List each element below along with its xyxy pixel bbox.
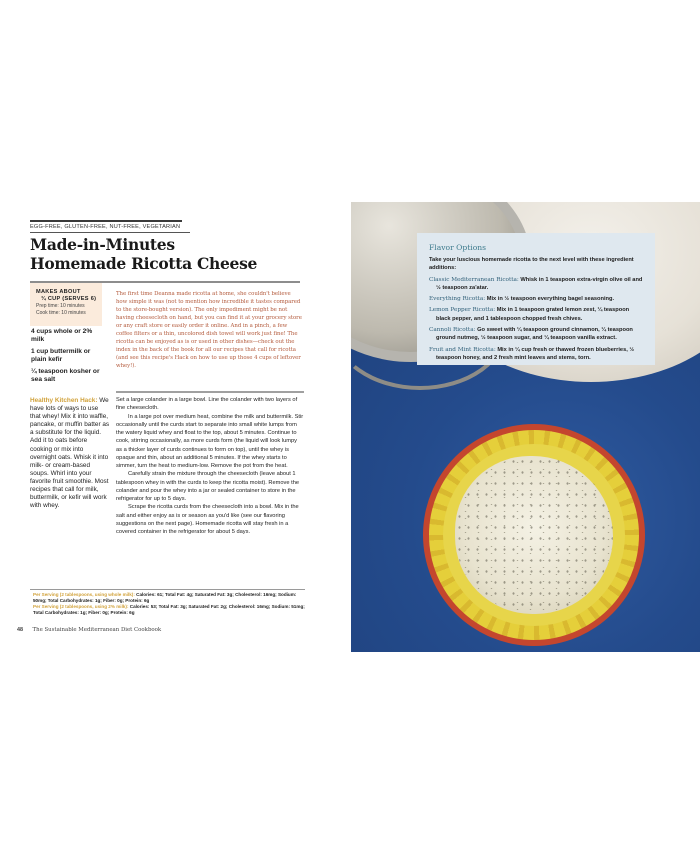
black-pepper-flecks (455, 456, 613, 614)
nutrition-info (33, 592, 308, 616)
flavor-option-name: Lemon Pepper Ricotta: (429, 307, 496, 314)
flavor-option-text: Mix in ¼ cup fresh or thawed frozen blueberries, ½ teaspoon honey, and 2 fresh mint leaves and stems, torn. (436, 346, 635, 361)
diet-tags: EGG-FREE, GLUTEN-FREE, NUT-FREE, VEGETARIAN (30, 224, 190, 233)
bowl-rim (429, 430, 639, 640)
serving-label: Per Serving (2 tablespoons, using 2% milk): (33, 604, 129, 610)
flavor-option-name: Cannoli Ricotta: (429, 327, 476, 334)
flavor-option (429, 306, 645, 323)
flavor-option-name: Fruit and Mint Ricotta: (429, 346, 496, 353)
nutrition-row (33, 592, 308, 604)
method-step: Scrape the ricotta curds from the cheesecloth into a bowl. Mix in the salt and either enjoy as is or season as you'd like (see our flavoring suggestions on the next page). Homemade ricotta will stay fresh in a covered container in the refrigerator for about 5 days. (116, 504, 299, 535)
yield-line2: ¾ CUP (SERVES 6) (41, 296, 97, 302)
flavor-option-text: Mix in ½ teaspoon everything bagel seasoning. (485, 296, 615, 303)
serving-label: Per Serving (2 tablespoons, using whole milk): (33, 592, 135, 597)
diet-tags-rule (30, 220, 182, 222)
ricotta-cheese (455, 456, 613, 614)
method-step: Carefully strain the mixture through the cheesecloth (leave about 1 tablespoon whey in with the curds to keep the ricotta moist). Remove the colander and pour the whey into a jar or sealed container to store in the refrigerator for up to 5 days. (116, 471, 300, 502)
flavor-options-intro: Take your luscious homemade ricotta to the next level with these ingredient additions: (429, 257, 634, 272)
ingredient-item: ¼ teaspoon kosher or sea salt (31, 368, 100, 383)
recipe-title-line2: Homemade Ricotta Cheese (30, 254, 258, 273)
cook-time: Cook time: 10 minutes (36, 310, 86, 316)
nutrition-facts: Calories: 61; Total Fat: 4g; Saturated Fat: 3g; Cholesterol: 16mg; Sodium: 50mg; Total Carbohydrates: 1g; Fiber: 0g; Protein: 6g (33, 592, 297, 604)
hack-title: Healthy Kitchen Hack: (30, 397, 98, 404)
nutrition-facts: Calories: 53; Total Fat: 3g; Saturated Fat: 2g; Cholesterol: 16mg; Sodium: 51mg; Total Carbohydrates: 1g; Fiber: 0g; Protein: 6g (33, 604, 305, 616)
healthy-kitchen-hack (30, 397, 110, 510)
nutrition-rule (30, 589, 305, 590)
recipe-title-line1: Made-in-Minutes (30, 235, 175, 254)
flavor-option (429, 295, 645, 303)
nutrition-row (33, 604, 308, 616)
yield-box (30, 283, 102, 326)
flavor-option-text: Whisk in 1 teaspoon extra-virgin olive oil and ½ teaspoon za'atar. (436, 276, 643, 291)
yield-line1: MAKES ABOUT (36, 289, 81, 295)
flavor-option (429, 276, 645, 293)
ingredients-list (31, 328, 106, 388)
flavor-option-name: Everything Ricotta: (429, 296, 486, 303)
book-title: The Sustainable Mediterranean Diet Cookbook (32, 627, 162, 633)
ingredient-item: 1 cup buttermilk or plain kefir (31, 348, 91, 363)
flavor-option-text: Go sweet with ¼ teaspoon ground cinnamon, ¼ teaspoon ground nutmeg, ½ teaspoon sugar, and ¼ teaspoon vanilla extract. (436, 327, 633, 342)
bowl-inner (443, 444, 625, 626)
flavor-option (429, 326, 645, 343)
ricotta-bowl-image (423, 424, 645, 646)
recipe-intro: The first time Deanna made ricotta at home, she couldn't believe how simple it was (not to mention how incredible it tastes compared to the store-bought version). The only impediment might be not having cheesecloth on hand, but you can find it at your grocery store or any craft store or easily order it online. And in a pinch, a few coffee filters or a thin, uncolored dish towel will work just fine! The ricotta can be enjoyed as is or used in other dishes—check out the index in the back of the book for all our recipes that call for ricotta (and see this recipe's Hack on how to use up those 4 cups of leftover whey!). (116, 291, 302, 370)
yield-heading (36, 289, 102, 303)
recipe-title (30, 235, 310, 273)
page-footer (17, 627, 161, 633)
method-step: Set a large colander in a large bowl. Line the colander with two layers of fine cheesecloth. (116, 397, 298, 412)
ingredient-item: 4 cups whole or 2% milk (31, 328, 93, 343)
flavor-options-title: Flavor Options (429, 243, 487, 252)
intro-rule (116, 391, 304, 393)
hack-text: We have lots of ways to use that whey! Mix it into waffle, pancake, or muffin batter as a substitute for the liquid. Add it to oats before cooking or mix into overnight oats. Whisk it into milk- or cream-based soups. Whirl into your favorite fruit smoothie. Most recipes that call for milk, buttermilk, or kefir will work with whey. (30, 397, 110, 510)
page-number: 48 (17, 627, 23, 633)
flavor-option (429, 346, 645, 363)
flavor-option-text: Mix in 1 teaspoon grated lemon zest, ¼ teaspoon black pepper, and 1 tablespoon chopped fresh chives. (436, 307, 630, 322)
method-step: In a large pot over medium heat, combine the milk and buttermilk. Stir occasionally until the curds start to separate into small white lumps from the watery liquid whey and float to the top, about 5 minutes. Continue to cook, stirring occasionally, as more curds form (the liquid will look lumpy as a thicker layer of curds continues to form on top), until the whey is opaque and thin, about an additional 5 minutes. If the whey starts to simmer, turn the heat to medium-low. Remove the pot from the heat. (116, 413, 304, 469)
flavor-option-name: Classic Mediterranean Ricotta: (429, 276, 519, 283)
flavor-options-box (417, 233, 655, 365)
recipe-method (116, 396, 304, 536)
prep-time: Prep time: 10 minutes (36, 303, 85, 309)
